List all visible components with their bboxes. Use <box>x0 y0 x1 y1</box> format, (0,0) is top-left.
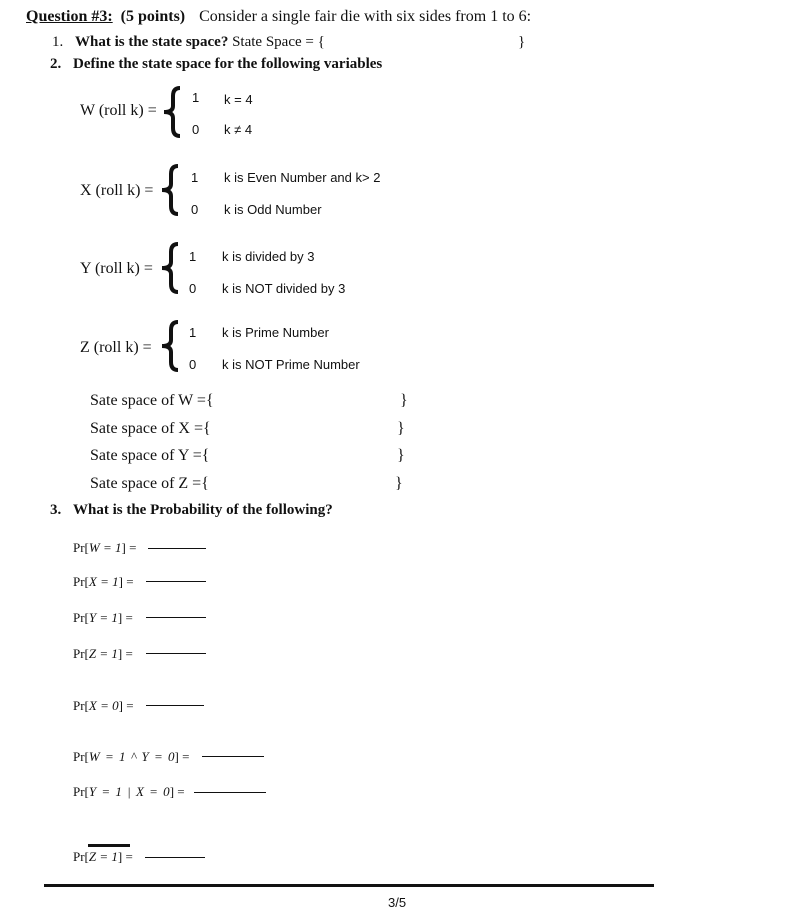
case-condition: k ≠ 4 <box>224 122 253 137</box>
state-space-close-brace: } <box>518 34 526 50</box>
answer-blank[interactable] <box>146 581 206 582</box>
prob-suffix: ] = <box>118 698 134 713</box>
state-space-x-close: } <box>397 420 405 437</box>
probability-x1 <box>73 574 134 590</box>
probability-z1-complement <box>73 849 133 865</box>
state-space-w: Sate space of W ={ <box>90 392 214 409</box>
case-condition: k is NOT Prime Number <box>222 357 360 372</box>
prob-suffix: ] = <box>117 610 133 625</box>
prob-suffix: ] = <box>169 784 185 799</box>
prob-prefix: Pr[ <box>73 610 89 625</box>
prob-prefix: Pr[ <box>73 749 89 764</box>
prob-suffix: ] = <box>117 849 133 864</box>
prob-expression: Y = 1 | X = 0 <box>88 784 170 799</box>
case-value: 1 <box>189 325 197 340</box>
prob-expression: W = 1 <box>88 540 122 555</box>
answer-blank[interactable] <box>145 857 205 858</box>
prob-prefix: Pr[ <box>73 849 89 864</box>
case-condition: k is Prime Number <box>222 325 329 340</box>
prob-expression: Z = 1 <box>88 849 118 864</box>
item-2 <box>50 56 382 73</box>
state-space-y: Sate space of Y ={ <box>90 447 210 464</box>
answer-blank[interactable] <box>194 792 266 793</box>
item-question: What is the Probability of the following? <box>73 502 333 518</box>
prob-prefix: Pr[ <box>73 646 89 661</box>
case-value: 0 <box>191 202 199 217</box>
probability-y1-given-x0 <box>73 784 185 800</box>
state-space-y-close: } <box>397 447 405 464</box>
page-number: 3/5 <box>388 895 407 910</box>
prob-prefix: Pr[ <box>73 698 89 713</box>
function-y-label: Y (roll k) = <box>80 260 153 277</box>
case-value: 1 <box>189 249 197 264</box>
footer-rule <box>44 884 654 887</box>
prob-expression: Z = 1 <box>88 646 118 661</box>
probability-y1 <box>73 610 133 626</box>
state-space-w-close: } <box>400 392 408 409</box>
case-value: 0 <box>189 357 197 372</box>
case-condition: k = 4 <box>224 92 253 107</box>
left-brace-icon <box>154 240 184 296</box>
question-points: (5 points) <box>120 8 186 25</box>
prob-expression: X = 0 <box>88 698 119 713</box>
item-answer-prefix: State Space = { <box>232 34 325 50</box>
prob-prefix: Pr[ <box>73 540 89 555</box>
prob-expression: X = 1 <box>88 574 119 589</box>
item-1 <box>52 34 325 51</box>
item-question: What is the state space? <box>75 34 229 50</box>
state-space-z-close: } <box>395 475 403 492</box>
case-value: 0 <box>192 122 200 137</box>
probability-w1-and-y0 <box>73 749 189 765</box>
left-brace-icon <box>154 162 184 218</box>
complement-overbar <box>88 844 130 847</box>
answer-blank[interactable] <box>202 756 264 757</box>
state-space-z: Sate space of Z ={ <box>90 475 209 492</box>
prob-prefix: Pr[ <box>73 574 89 589</box>
case-condition: k is NOT divided by 3 <box>222 281 346 296</box>
function-z-label: Z (roll k) = <box>80 339 152 356</box>
left-brace-icon <box>154 318 184 374</box>
function-x-label: X (roll k) = <box>80 182 154 199</box>
probability-z1 <box>73 646 133 662</box>
prob-suffix: ] = <box>118 574 134 589</box>
prob-suffix: ] = <box>174 749 190 764</box>
left-brace-icon <box>156 84 186 140</box>
case-value: 1 <box>191 170 199 185</box>
item-number: 1. <box>52 34 64 50</box>
prob-prefix: Pr[ <box>73 784 89 799</box>
item-question: Define the state space for the following variables <box>73 56 383 72</box>
item-number: 2. <box>50 56 62 72</box>
case-condition: k is Even Number and k> 2 <box>224 170 381 185</box>
prob-expression: W = 1 ^ Y = 0 <box>88 749 175 764</box>
prob-expression: Y = 1 <box>88 610 118 625</box>
probability-x0 <box>73 698 134 714</box>
function-w-label: W (roll k) = <box>80 102 157 119</box>
item-number: 3. <box>50 502 62 518</box>
prob-suffix: ] = <box>117 646 133 661</box>
case-condition: k is divided by 3 <box>222 249 315 264</box>
question-header <box>26 8 531 26</box>
state-space-x: Sate space of X ={ <box>90 420 211 437</box>
answer-blank[interactable] <box>148 548 206 549</box>
question-label: Question #3: <box>26 8 113 25</box>
answer-blank[interactable] <box>146 653 206 654</box>
item-3 <box>50 502 333 519</box>
case-value: 1 <box>192 90 200 105</box>
case-condition: k is Odd Number <box>224 202 322 217</box>
prob-suffix: ] = <box>121 540 137 555</box>
question-text: Consider a single fair die with six sides from 1 to 6: <box>199 8 532 25</box>
case-value: 0 <box>189 281 197 296</box>
answer-blank[interactable] <box>146 617 206 618</box>
probability-w1 <box>73 540 136 556</box>
answer-blank[interactable] <box>146 705 204 706</box>
